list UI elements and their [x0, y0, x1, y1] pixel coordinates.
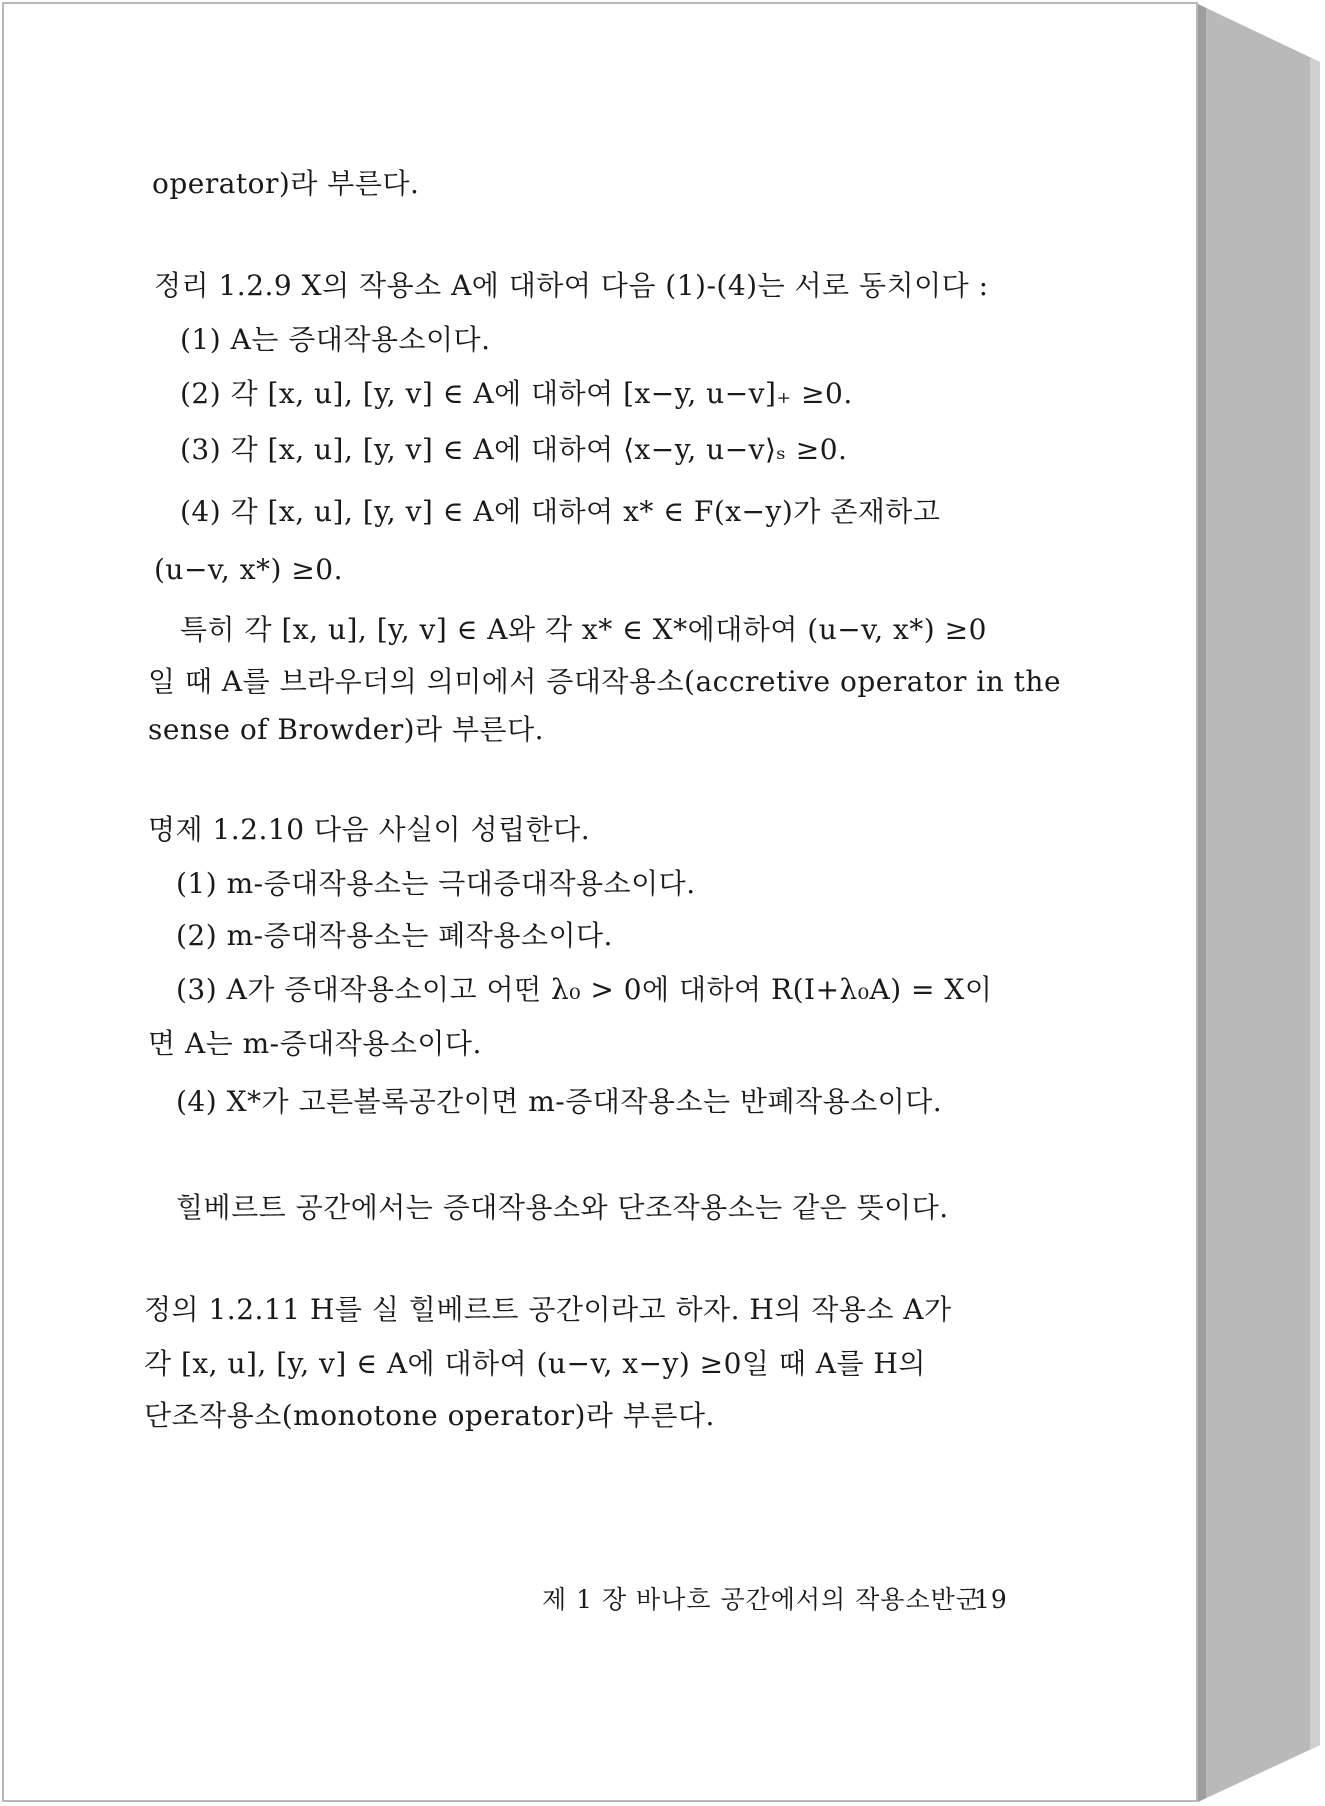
proposition-item-3-continued: 면 A는 m-증대작용소이다. — [148, 1027, 482, 1060]
remark-line-1: 특히 각 [x, u], [y, v] ∈ A와 각 x* ∈ X*에대하여 (u−v, x*) ≥0 — [180, 613, 987, 646]
proposition-item-1: (1) m-증대작용소는 극대증대작용소이다. — [176, 867, 696, 900]
definition-1-2-11-line-2: 각 [x, u], [y, v] ∈ A에 대하여 (u−v, x−y) ≥0일 때 A를 H의 — [144, 1347, 926, 1380]
proposition-item-3: (3) A가 증대작용소이고 어떤 λ₀ > 0에 대하여 R(I+λ₀A) = X이 — [176, 973, 993, 1006]
theorem-item-1: (1) A는 증대작용소이다. — [180, 323, 491, 356]
remark-line-3: sense of Browder)라 부른다. — [148, 713, 545, 746]
proposition-item-2: (2) m-증대작용소는 폐작용소이다. — [176, 919, 613, 952]
definition-1-2-11-line-3: 단조작용소(monotone operator)라 부른다. — [144, 1399, 715, 1432]
running-footer-chapter: 제 1 장 바나흐 공간에서의 작용소반군 — [542, 1585, 981, 1614]
proposition-item-4: (4) X*가 고른볼록공간이면 m-증대작용소는 반폐작용소이다. — [176, 1085, 943, 1118]
text-line-1: operator)라 부른다. — [152, 167, 420, 200]
page-number: 19 — [974, 1585, 1008, 1614]
theorem-item-4-continued: (u−v, x*) ≥0. — [154, 553, 344, 586]
theorem-item-2: (2) 각 [x, u], [y, v] ∈ A에 대하여 [x−y, u−v]₊ ≥0. — [180, 377, 853, 410]
book-page — [2, 2, 1198, 1802]
hilbert-remark: 힐베르트 공간에서는 증대작용소와 단조작용소는 같은 뜻이다. — [176, 1191, 949, 1224]
theorem-item-3: (3) 각 [x, u], [y, v] ∈ A에 대하여 ⟨x−y, u−v⟩ₛ ≥0. — [180, 433, 848, 466]
theorem-1-2-9-heading: 정리 1.2.9 X의 작용소 A에 대하여 다음 (1)-(4)는 서로 동치이다 : — [154, 269, 989, 302]
remark-line-2: 일 때 A를 브라우더의 의미에서 증대작용소(accretive operator in the — [148, 665, 1062, 698]
theorem-item-4: (4) 각 [x, u], [y, v] ∈ A에 대하여 x* ∈ F(x−y)가 존재하고 — [180, 495, 941, 528]
definition-1-2-11-line-1: 정의 1.2.11 H를 실 힐베르트 공간이라고 하자. H의 작용소 A가 — [144, 1293, 952, 1326]
proposition-1-2-10-heading: 명제 1.2.10 다음 사실이 성립한다. — [148, 813, 591, 846]
